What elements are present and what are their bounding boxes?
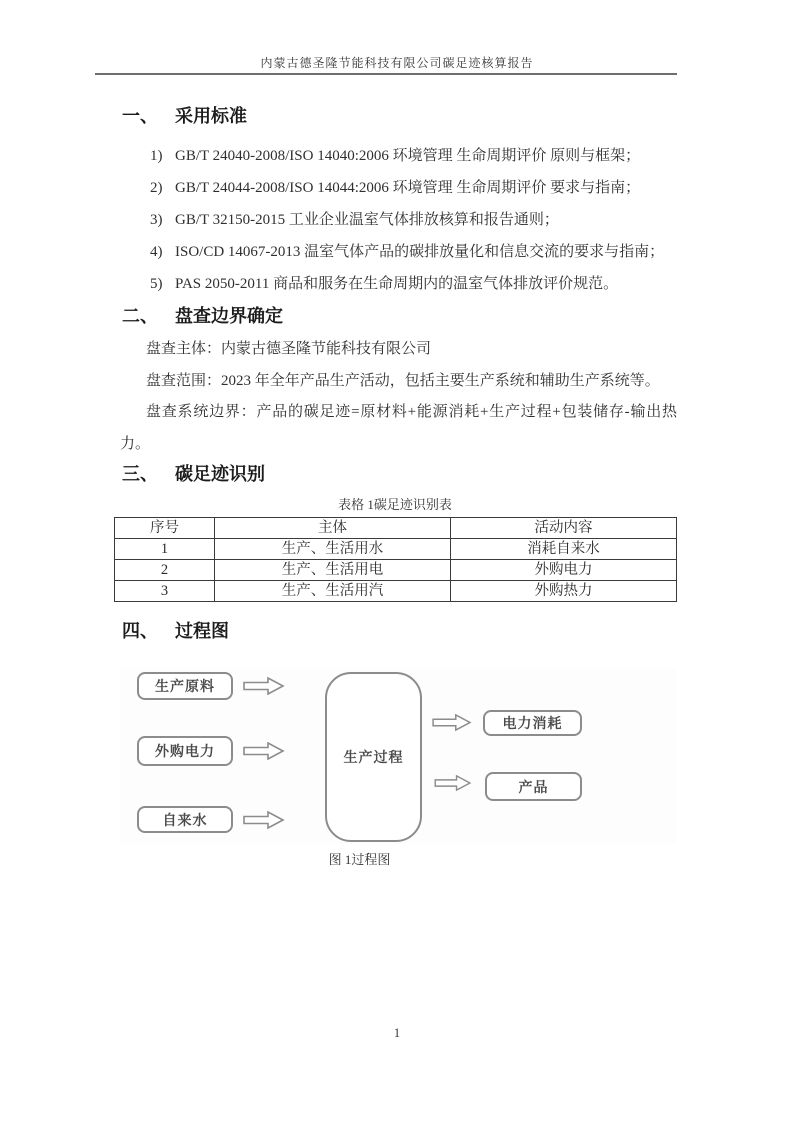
paragraph-system-boundary: 盘查系统边界：产品的碳足迹=原材料+能源消耗+生产过程+包装储存-输出热力。 (120, 404, 677, 452)
cell-index: 3 (115, 581, 215, 602)
diagram-output-product: 产品 (485, 772, 582, 801)
list-item (120, 204, 677, 236)
list-item (120, 268, 677, 300)
cell-subject: 生产、生活用电 (215, 560, 451, 581)
table-header-row (115, 518, 677, 539)
header-title: 内蒙古德圣隆节能科技有限公司碳足迹核算报告 (260, 56, 534, 70)
section-heading-standards (122, 104, 677, 128)
diagram-input-tap-water: 自来水 (137, 806, 233, 833)
column-header-activity: 活动内容 (451, 518, 677, 539)
column-header-subject: 主体 (215, 518, 451, 539)
section-heading-process (122, 619, 677, 643)
section-title: 盘查边界确定 (175, 306, 283, 326)
figure-caption: 图 1过程图 (328, 852, 391, 867)
cell-subject: 生产、生活用水 (215, 539, 451, 560)
list-item-number: 5) (150, 276, 163, 292)
list-item-number: 3) (150, 212, 163, 228)
list-item (120, 236, 677, 268)
section-title: 采用标准 (175, 106, 247, 126)
boundary-paragraphs (120, 334, 677, 460)
right-arrow-icon (243, 677, 285, 695)
list-item-text: PAS 2050-2011 商品和服务在生命周期内的温室气体排放评价规范。 (175, 276, 619, 292)
paragraph-inventory-subject: 盘查主体：内蒙古德圣隆节能科技有限公司 (146, 341, 432, 357)
cell-activity: 外购电力 (451, 560, 677, 581)
diagram-input-raw-materials: 生产原料 (137, 672, 233, 700)
table-caption: 表格 1碳足迹识别表 (338, 497, 452, 512)
section-number: 三、 (122, 464, 158, 484)
footprint-identification-table (114, 517, 677, 602)
list-item-number: 4) (150, 244, 163, 260)
list-item (120, 172, 677, 204)
cell-index: 2 (115, 560, 215, 581)
section-heading-identification (122, 462, 677, 486)
standards-list (120, 140, 677, 300)
diagram-input-purchased-electricity: 外购电力 (137, 736, 233, 766)
right-arrow-icon (243, 742, 285, 760)
diagram-output-electricity-consumption: 电力消耗 (483, 710, 582, 736)
section-number: 四、 (122, 621, 158, 641)
section-title: 碳足迹识别 (175, 464, 265, 484)
header-rule (95, 73, 677, 75)
right-arrow-icon (432, 714, 472, 731)
paragraph-inventory-scope: 盘查范围：2023 年全年产品生产活动，包括主要生产系统和辅助生产系统等。 (146, 372, 660, 389)
list-item-number: 2) (150, 180, 163, 196)
section-title: 过程图 (175, 621, 229, 641)
list-item (120, 140, 677, 172)
cell-index: 1 (115, 539, 215, 560)
list-item-number: 1) (150, 148, 163, 164)
table-row (115, 581, 677, 602)
list-item-text: GB/T 24040-2008/ISO 14040:2006 环境管理 生命周期评价 原则与框架； (175, 148, 641, 164)
list-item-text: GB/T 24044-2008/ISO 14044:2006 环境管理 生命周期评价 要求与指南； (175, 180, 641, 196)
cell-activity: 外购热力 (451, 581, 677, 602)
list-item-text: GB/T 32150-2015 工业企业温室气体排放核算和报告通则； (175, 212, 559, 228)
table-row (115, 539, 677, 560)
column-header-index: 序号 (115, 518, 215, 539)
right-arrow-icon (433, 775, 473, 791)
section-number: 二、 (122, 306, 158, 326)
page-number: 1 (393, 1026, 401, 1040)
table-row (115, 560, 677, 581)
cell-subject: 生产、生活用汽 (215, 581, 451, 602)
process-flow-diagram (120, 669, 677, 844)
diagram-process-box: 生产过程 (325, 672, 422, 842)
right-arrow-icon (243, 811, 285, 829)
section-number: 一、 (122, 106, 158, 126)
cell-activity: 消耗自来水 (451, 539, 677, 560)
section-heading-boundary (122, 304, 677, 328)
list-item-text: ISO/CD 14067-2013 温室气体产品的碳排放量化和信息交流的要求与指南； (175, 244, 665, 260)
document-body (120, 99, 677, 868)
